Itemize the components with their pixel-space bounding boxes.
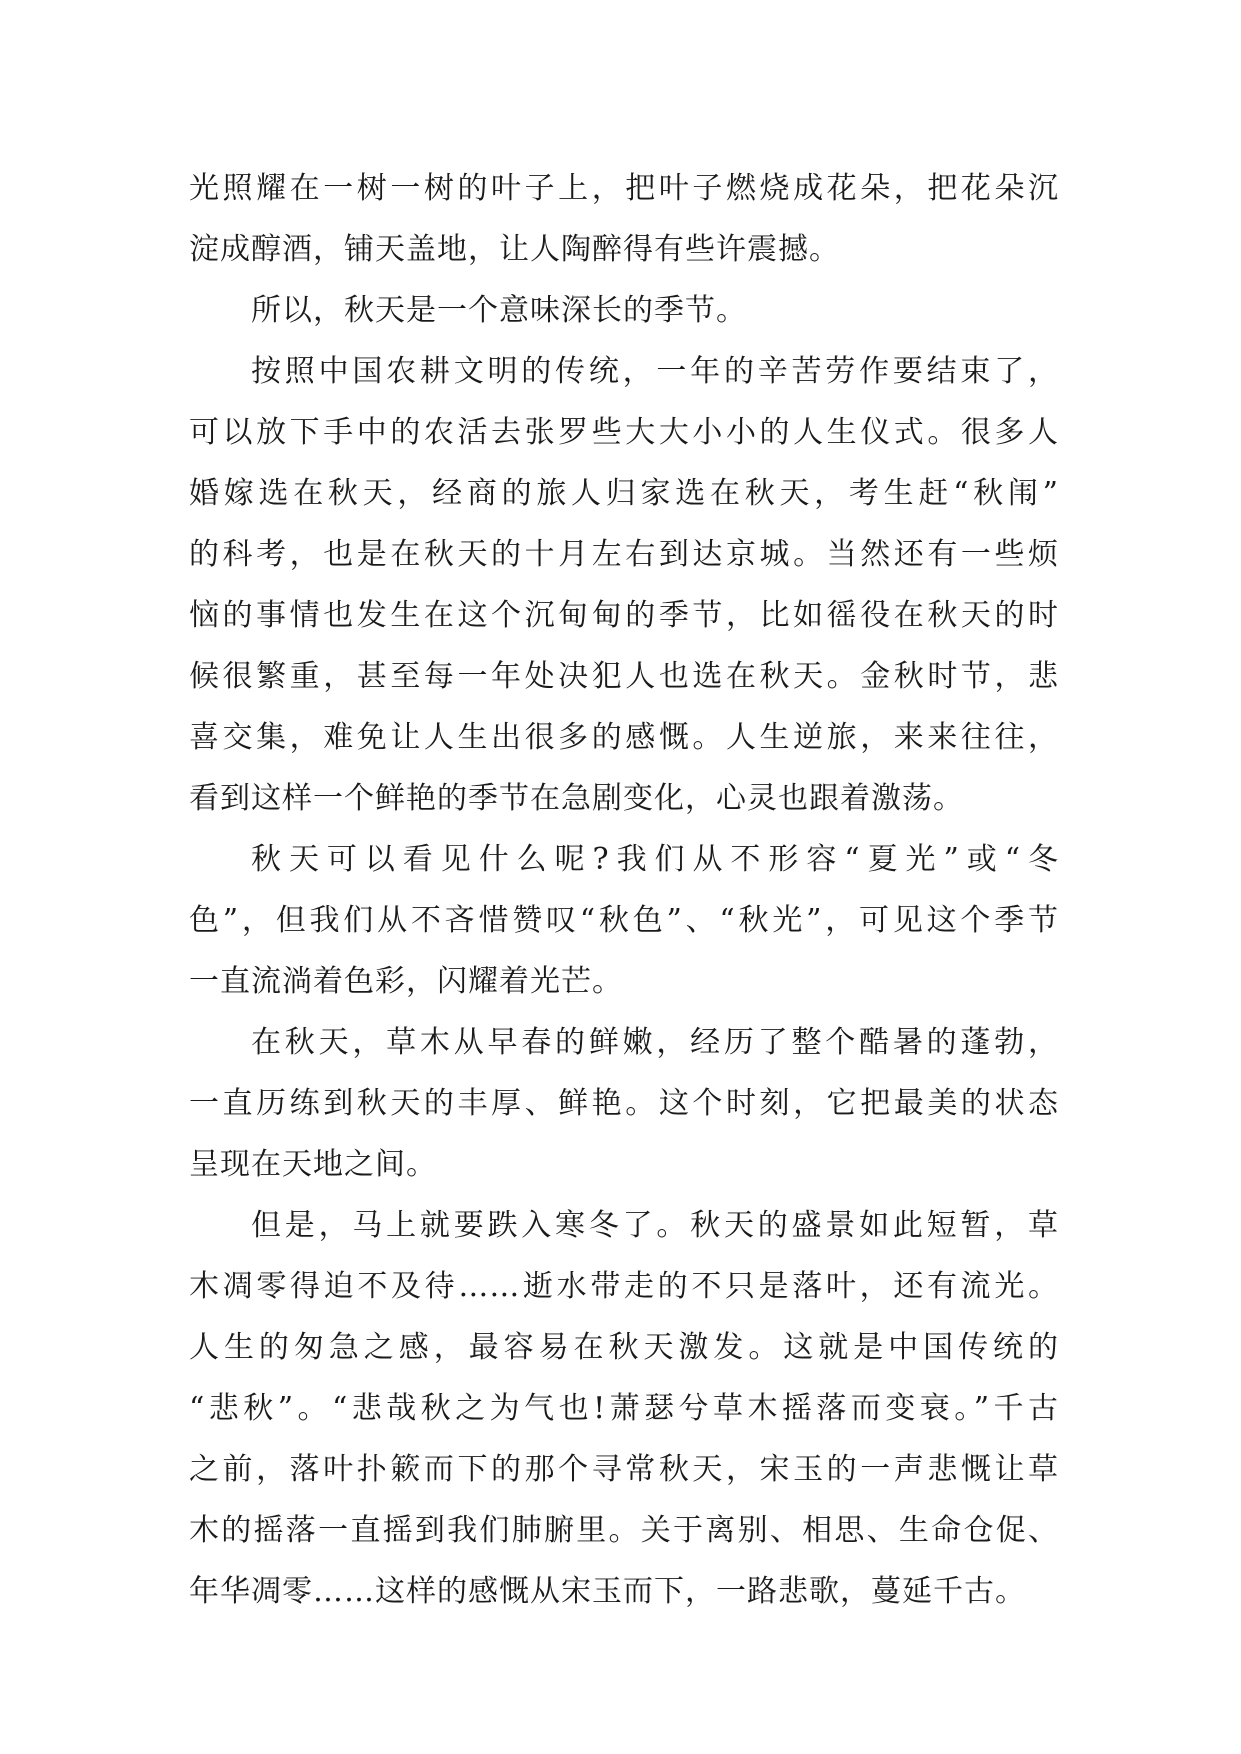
text-line: 按照中国农耕文明的传统，一年的辛苦劳作要结束了， [251, 354, 1059, 389]
text-line: 一直历练到秋天的丰厚、鲜艳。这个时刻，它把最美的状态 [189, 1086, 1059, 1121]
text-line: 婚嫁选在秋天，经商的旅人归家选在秋天，考生赶“秋闱” [189, 476, 1059, 511]
text-line: 木凋零得迫不及待……逝水带走的不只是落叶，还有流光。 [189, 1269, 1059, 1304]
text-line: 光照耀在一树一树的叶子上，把叶子燃烧成花朵，把花朵沉 [189, 171, 1059, 206]
text-line: “悲秋”。“悲哉秋之为气也!萧瑟兮草木摇落而变衰。”千古 [189, 1391, 1059, 1426]
text-line: 候很繁重，甚至每一年处决犯人也选在秋天。金秋时节，悲 [189, 659, 1059, 694]
text-line: 木的摇落一直摇到我们肺腑里。关于离别、相思、生命仓促、 [189, 1513, 1059, 1548]
text-line: 在秋天，草木从早春的鲜嫩，经历了整个酷暑的蓬勃， [251, 1025, 1059, 1060]
text-line: 呈现在天地之间。 [189, 1147, 437, 1182]
text-line: 之前，落叶扑簌而下的那个寻常秋天，宋玉的一声悲慨让草 [189, 1452, 1059, 1487]
text-line: 色”，但我们从不吝惜赞叹“秋色”、“秋光”，可见这个季节 [189, 903, 1059, 938]
text-line: 秋天可以看见什么呢?我们从不形容“夏光”或“冬 [251, 842, 1059, 877]
text-line: 年华凋零……这样的感慨从宋玉而下，一路悲歌，蔓延千古。 [189, 1574, 1026, 1609]
text-line: 的科考，也是在秋天的十月左右到达京城。当然还有一些烦 [189, 537, 1059, 572]
text-line: 看到这样一个鲜艳的季节在急剧变化，心灵也跟着激荡。 [189, 781, 964, 816]
text-line: 一直流淌着色彩，闪耀着光芒。 [189, 964, 623, 999]
text-line: 喜交集，难免让人生出很多的感慨。人生逆旅，来来往往， [189, 720, 1059, 755]
text-line: 淀成醇酒，铺天盖地，让人陶醉得有些许震撼。 [189, 232, 840, 267]
text-line: 所以，秋天是一个意味深长的季节。 [251, 293, 747, 328]
text-line: 但是，马上就要跌入寒冬了。秋天的盛景如此短暂，草 [251, 1208, 1059, 1243]
text-line: 可以放下手中的农活去张罗些大大小小的人生仪式。很多人 [189, 415, 1059, 450]
text-line: 恼的事情也发生在这个沉甸甸的季节，比如徭役在秋天的时 [189, 598, 1059, 633]
text-line: 人生的匆急之感，最容易在秋天激发。这就是中国传统的 [189, 1330, 1059, 1365]
body-text [189, 158, 1059, 1622]
